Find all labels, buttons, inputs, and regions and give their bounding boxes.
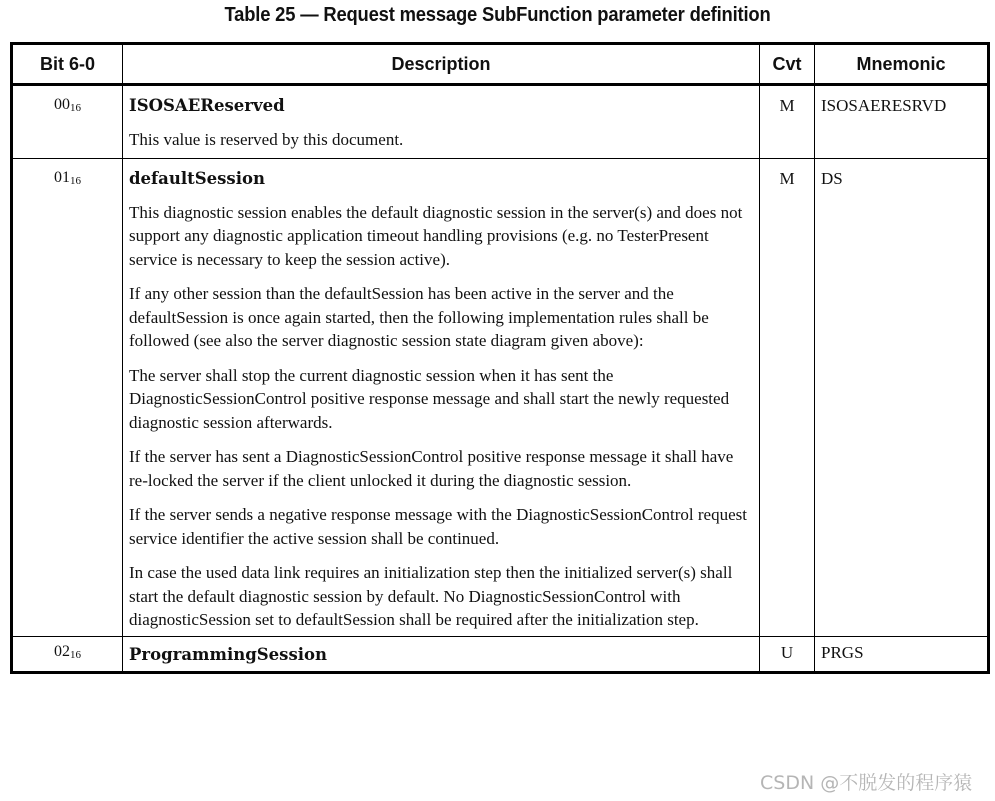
cvt-value: M — [760, 85, 815, 159]
mnemonic-value: ISOSAERESRVD — [815, 85, 989, 159]
header-mnemonic: Mnemonic — [815, 44, 989, 85]
bit-hex: 00 — [54, 96, 70, 113]
bit-value — [12, 636, 123, 672]
description-paragraph: The server shall stop the current diagnostic session when it has sent the DiagnosticSessionControl positive response message and shall start the newly requested diagnostic session afterwards. — [129, 365, 730, 432]
bit-hex: 02 — [54, 642, 70, 660]
table-title: Table 25 — Request message SubFunction parameter definition — [224, 4, 771, 26]
mnemonic-value: DS — [815, 159, 989, 637]
bit-value — [12, 85, 123, 159]
parameter-name: ISOSAEReserved — [129, 96, 285, 115]
bit-base: 16 — [70, 175, 81, 187]
header-bit: Bit 6-0 — [12, 44, 123, 85]
watermark: CSDN @不脱发的程序猿 — [760, 772, 973, 794]
bit-hex: 01 — [54, 169, 70, 186]
description-cell — [123, 636, 760, 672]
table-row — [12, 85, 989, 159]
cvt-value: U — [760, 636, 815, 672]
description-cell — [123, 159, 760, 637]
subfunction-parameter-table — [10, 42, 990, 674]
table-row — [12, 159, 989, 637]
description-paragraph: If the server has sent a DiagnosticSessionControl positive response message it shall have re-locked the server if the client unlocked it during the diagnostic session. — [129, 447, 734, 490]
description-paragraph: In case the used data link requires an initialization step then the initialized server(s) shall start the default diagnostic session by default. No DiagnosticSessionControl with diagnosticSession set to defaultSession shall be required after the initialization step. — [129, 563, 733, 629]
header-cvt: Cvt — [760, 44, 815, 85]
table-header-row — [12, 44, 989, 85]
parameter-name: ProgrammingSession — [129, 644, 328, 664]
table-row — [12, 636, 989, 672]
bit-value — [12, 159, 123, 637]
bit-base: 16 — [70, 102, 81, 114]
parameter-name: defaultSession — [129, 169, 265, 188]
cvt-value: M — [760, 159, 815, 637]
header-description: Description — [123, 44, 760, 85]
description-cell — [123, 85, 760, 159]
description-paragraph: If any other session than the defaultSession has been active in the server and the defaultSession is once again started, then the following implementation rules shall be followed (see also the server diagnostic session state diagram given above): — [129, 284, 709, 350]
description-paragraph: If the server sends a negative response message with the DiagnosticSessionControl request service identifier the active session shall be continued. — [129, 505, 747, 548]
mnemonic-value: PRGS — [815, 636, 989, 672]
description-paragraph: This diagnostic session enables the default diagnostic session in the server(s) and does not support any diagnostic application timeout handling provisions (e.g. no TesterPresent service is necessary to keep the session active). — [129, 202, 743, 269]
description-paragraph: This value is reserved by this document. — [129, 129, 404, 149]
bit-base: 16 — [70, 648, 81, 661]
